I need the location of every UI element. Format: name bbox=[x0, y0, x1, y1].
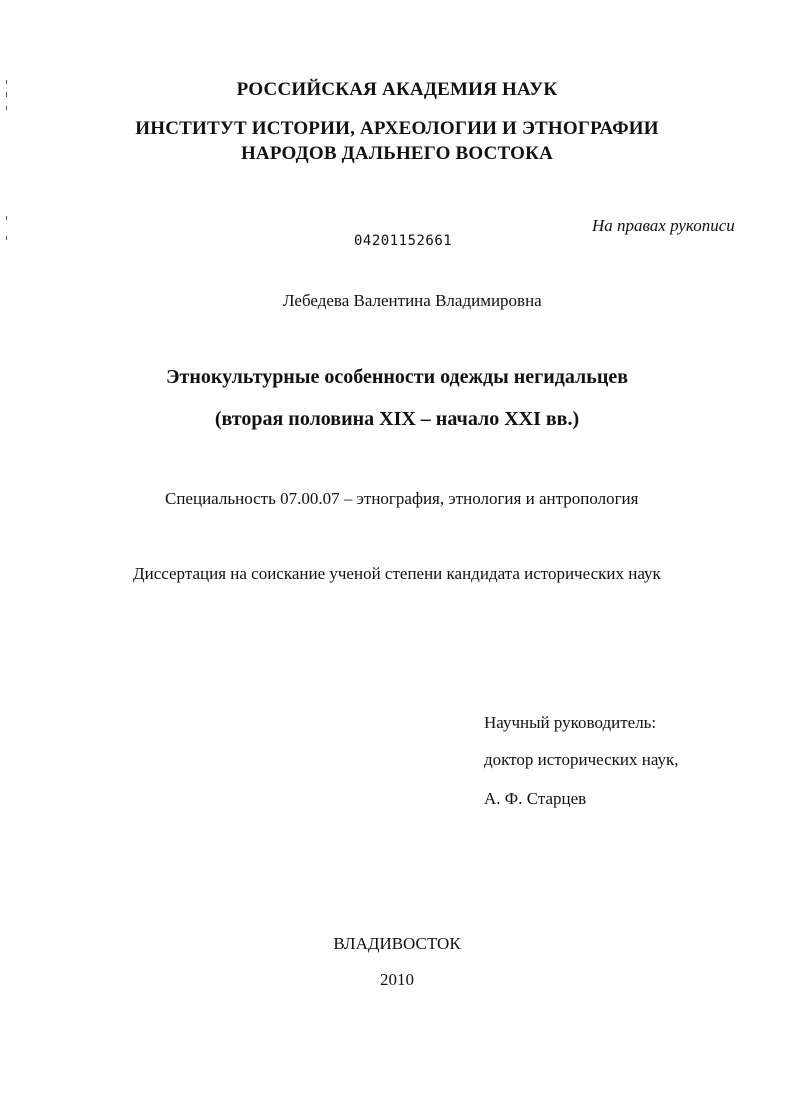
academy-name: РОССИЙСКАЯ АКАДЕМИЯ НАУК bbox=[236, 79, 558, 100]
specialty-line: Специальность 07.00.07 – этнография, этнология и антропология bbox=[165, 489, 639, 508]
dissertation-degree-line: Диссертация на соискание ученой степени кандидата исторических наук bbox=[133, 564, 661, 583]
city: ВЛАДИВОСТОК bbox=[333, 934, 461, 953]
archive-number: 04201152661 bbox=[354, 233, 453, 249]
scan-artifact bbox=[6, 236, 7, 240]
institute-name-line2: НАРОДОВ ДАЛЬНЕГО ВОСТОКА bbox=[240, 143, 554, 164]
author-name: Лебедева Валентина Владимировна bbox=[283, 291, 542, 310]
supervisor-label: Научный руководитель: bbox=[484, 713, 657, 732]
dissertation-title-line2: (вторая половина XIX – начало XXI вв.) bbox=[214, 408, 580, 430]
manuscript-rights-note: На правах рукописи bbox=[592, 216, 735, 235]
scan-artifact bbox=[6, 216, 7, 220]
supervisor-degree: доктор исторических наук, bbox=[484, 750, 679, 769]
supervisor-name: А. Ф. Старцев bbox=[484, 789, 587, 808]
year: 2010 bbox=[380, 970, 414, 989]
dissertation-title-line1: Этнокультурные особенности одежды негидальцев bbox=[165, 366, 629, 388]
scan-artifact bbox=[6, 106, 7, 110]
institute-name-line1: ИНСТИТУТ ИСТОРИИ, АРХЕОЛОГИИ И ЭТНОГРАФИИ bbox=[135, 118, 659, 139]
